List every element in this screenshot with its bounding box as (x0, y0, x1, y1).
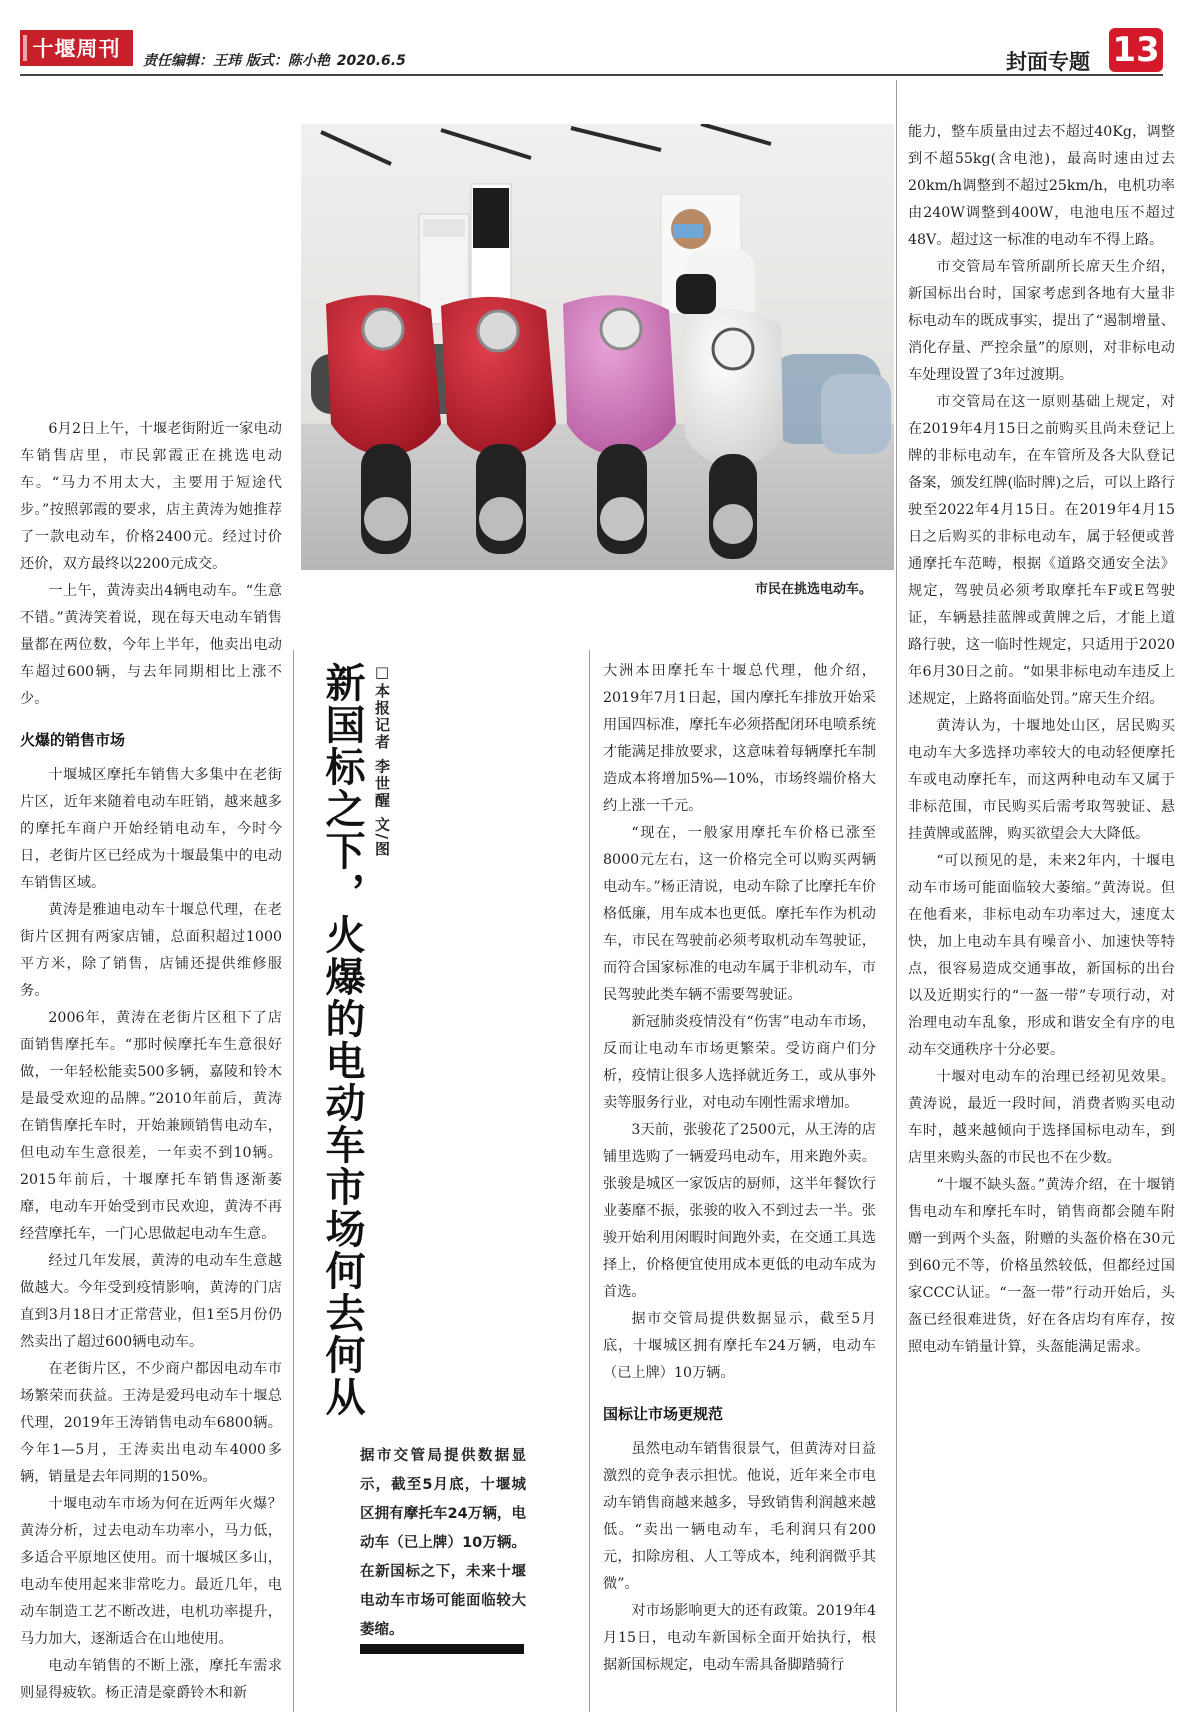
article-column-4 (908, 119, 1175, 1361)
paragraph: 新冠肺炎疫情没有“伤害”电动车市场，反而让电动车市场更繁荣。受访商户们分析，疫情让很多人选择就近务工，或从事外卖等服务行业，对电动车刚性需求增加。 (603, 1014, 876, 1111)
paragraph: “现在，一般家用摩托车价格已涨至8000元左右，这一价格完全可以购买两辆电动车。”杨正清说，电动车除了比摩托车价格低廉，用车成本也更低。摩托车作为机动车，市民在驾驶前必须考取机动车驾驶证，而符合国家标准的电动车属于非机动车，市民驾驶此类车辆不需要驾驶证。 (603, 825, 876, 1003)
paragraph: 在老街片区，不少商户都因电动车市场繁荣而获益。王涛是爱玛电动车十堰总代理，2019年王涛销售电动车6800辆。今年1—5月，王涛卖出电动车4000多辆，销量是去年同期的150%。 (20, 1361, 282, 1485)
column-divider (896, 80, 897, 1712)
photo-caption: 市民在挑选电动车。 (755, 582, 873, 597)
editor-credits (143, 50, 408, 70)
paragraph: 十堰城区摩托车销售大多集中在老街片区，近年来随着电动车旺销，越来越多的摩托车商户开始经销电动车，今时今日，老街片区已经成为十堰最集中的电动车销售区域。 (20, 767, 282, 891)
paragraph: 市交管局在这一原则基础上规定，对在2019年4月15日之前购买且尚未登记上牌的非标电动车，在车管所及各大队登记备案，颁发红牌(临时牌)之后，可以上路行驶至2022年4月15日。在2019年4月15日之后购买的非标电动车，属于轻便或普通摩托车范畴，根据《道路交通安全法》规定，驾驶员必须考取摩托车F或E驾驶证，车辆悬挂蓝牌或黄牌之后，才能上道路行驶，这一临时性规定，只适用于2020年6月30日之前。“如果非标电动车违反上述规定，上路将面临处罚。”席天生介绍。 (908, 394, 1175, 707)
section-title: 封面专题 (1006, 50, 1090, 74)
paragraph: “可以预见的是，未来2年内，十堰电动车市场可能面临较大萎缩。”黄涛说。但在他看来，非标电动车功率过大，速度太快，加上电动车具有噪音小、加速快等特点，很容易造成交通事故，新国标的出台以及近期实行的“一盔一带”专项行动，对治理电动车乱象，形成和谐安全有序的电动车交通秩序十分必要。 (908, 853, 1175, 1058)
summary-underline (360, 1644, 524, 1654)
article-headline: 新国标之下，火爆的电动车市场何去何从 (319, 662, 365, 1418)
credits-text: 责任编辑：王玮 版式：陈小艳 (143, 53, 330, 69)
paragraph: 经过几年发展，黄涛的电动车生意越做越大。今年受到疫情影响，黄涛的门店直到3月18日才正常营业，但1至5月份仍然卖出了超过600辆电动车。 (20, 1253, 282, 1350)
paragraph: 电动车销售的不断上涨，摩托车需求则显得疲软。杨正清是豪爵铃木和新 (20, 1658, 282, 1701)
paragraph: 黄涛认为，十堰地处山区，居民购买电动车大多选择功率较大的电动轻便摩托车或电动摩托车，而这两种电动车又属于非标范围，市民购买后需考取驾驶证、悬挂黄牌或蓝牌，购买欲望会大大降低。 (908, 718, 1175, 842)
masthead-logo (20, 30, 133, 66)
paragraph: 虽然电动车销售很景气，但黄涛对日益激烈的竞争表示担忧。他说，近年来全市电动车销售商越来越多，导致销售利润越来越低。“卖出一辆电动车，毛利润只有200元，扣除房租、人工等成本，纯利润微乎其微”。 (603, 1441, 876, 1592)
paragraph: 能力，整车质量由过去不超过40Kg，调整到不超55kg(含电池)，最高时速由过去20km/h调整到不超过25km/h，电机功率由240W调整到400W，电池电压不超过48V。超过这一标准的电动车不得上路。 (908, 124, 1175, 248)
masthead-title: 十堰周刊 (32, 37, 121, 61)
column-divider (589, 650, 590, 1712)
article-column-3 (603, 658, 876, 1679)
paragraph: 一上午，黄涛卖出4辆电动车。“生意不错。”黄涛笑着说，现在每天电动车销售量都在两位数，今年上半年，他卖出电动车超过600辆，与去年同期相比上涨不少。 (20, 583, 282, 707)
paragraph: 2006年，黄涛在老街片区租下了店面销售摩托车。“那时候摩托车生意很好做，一年轻松能卖500多辆，嘉陵和铃木是最受欢迎的品牌。”2010年前后，黄涛在销售摩托车时，开始兼顾销售电动车，但电动车生意很差，一年卖不到10辆。2015年前后，十堰摩托车销售逐渐萎靡，电动车开始受到市民欢迎，黄涛不再经营摩托车，一门心思做起电动车生意。 (20, 1010, 282, 1242)
article-column-1 (20, 416, 282, 1707)
paragraph: 据市交管局提供数据显示，截至5月底，十堰城区拥有摩托车24万辆，电动车（已上牌）10万辆。 (603, 1311, 876, 1381)
scooter-showroom-photo (301, 124, 894, 570)
paragraph: “十堰不缺头盔。”黄涛介绍，在十堰销售电动车和摩托车时，销售商都会随车附赠一到两个头盔，附赠的头盔价格在30元到60元不等，价格虽然较低，但都经过国家CCC认证。“一盔一带”行动开始后，头盔已经很难进货，好在各店均有库存，按照电动车销量计算，头盔能满足需求。 (908, 1177, 1175, 1355)
subheading: 火爆的销售市场 (20, 731, 126, 749)
paragraph: 十堰对电动车的治理已经初见效果。黄涛说，最近一段时间，消费者购买电动车时，越来越倾向于选择国标电动车，到店里来购头盔的市民也不在少数。 (908, 1069, 1175, 1166)
paragraph: 黄涛是雅迪电动车十堰总代理，在老街片区拥有两家店铺，总面积超过1000平方米，除了销售，店铺还提供维修服务。 (20, 902, 282, 999)
article-byline: □本报记者 李世醒 文/图 (373, 663, 391, 858)
subheading: 国标让市场更规范 (603, 1405, 724, 1423)
paragraph: 十堰电动车市场为何在近两年火爆？黄涛分析，过去电动车功率小，马力低，多适合平原地区使用。而十堰城区多山，电动车使用起来非常吃力。最近几年，电动车制造工艺不断改进，电机功率提升，马力加大，逐渐适合在山地使用。 (20, 1496, 282, 1647)
page-number: 13 (1109, 28, 1163, 72)
paragraph: 市交管局车管所副所长席天生介绍，新国标出台时，国家考虑到各地有大量非标电动车的既成事实，提出了“遏制增量、消化存量、严控余量”的原则，对非标电动车处理设置了3年过渡期。 (908, 259, 1175, 383)
paragraph: 对市场影响更大的还有政策。2019年4月15日，电动车新国标全面开始执行，根据新国标规定，电动车需具备脚踏骑行 (603, 1603, 876, 1673)
header-divider (20, 74, 1163, 76)
paragraph: 3天前，张骏花了2500元，从王涛的店铺里选购了一辆爱玛电动车，用来跑外卖。张骏是城区一家饭店的厨师，这半年餐饮行业萎靡不振，张骏的收入不到过去一半。张骏开始利用闲暇时间跑外卖，在交通工具选择上，价格便宜使用成本更低的电动车成为首选。 (603, 1122, 876, 1300)
issue-date: 2020.6.5 (336, 53, 406, 69)
paragraph: 大洲本田摩托车十堰总代理，他介绍，2019年7月1日起，国内摩托车排放开始采用国四标准，摩托车必须搭配闭环电喷系统才能满足排放要求，这意味着每辆摩托车制造成本将增加5%—10%，市场终端价格大约上涨一千元。 (603, 663, 876, 814)
paragraph: 6月2日上午，十堰老街附近一家电动车销售店里，市民郭霞正在挑选电动车。“马力不用太大，主要用于短途代步。”按照郭霞的要求，店主黄涛为她推荐了一款电动车，价格2400元。经过讨价还价，双方最终以2200元成交。 (20, 421, 282, 572)
article-summary: 据市交管局提供数据显示，截至5月底，十堰城区拥有摩托车24万辆，电动车（已上牌）10万辆。在新国标之下，未来十堰电动车市场可能面临较大萎缩。 (360, 1448, 526, 1638)
article-photo (301, 124, 894, 570)
column-divider (293, 650, 294, 1712)
